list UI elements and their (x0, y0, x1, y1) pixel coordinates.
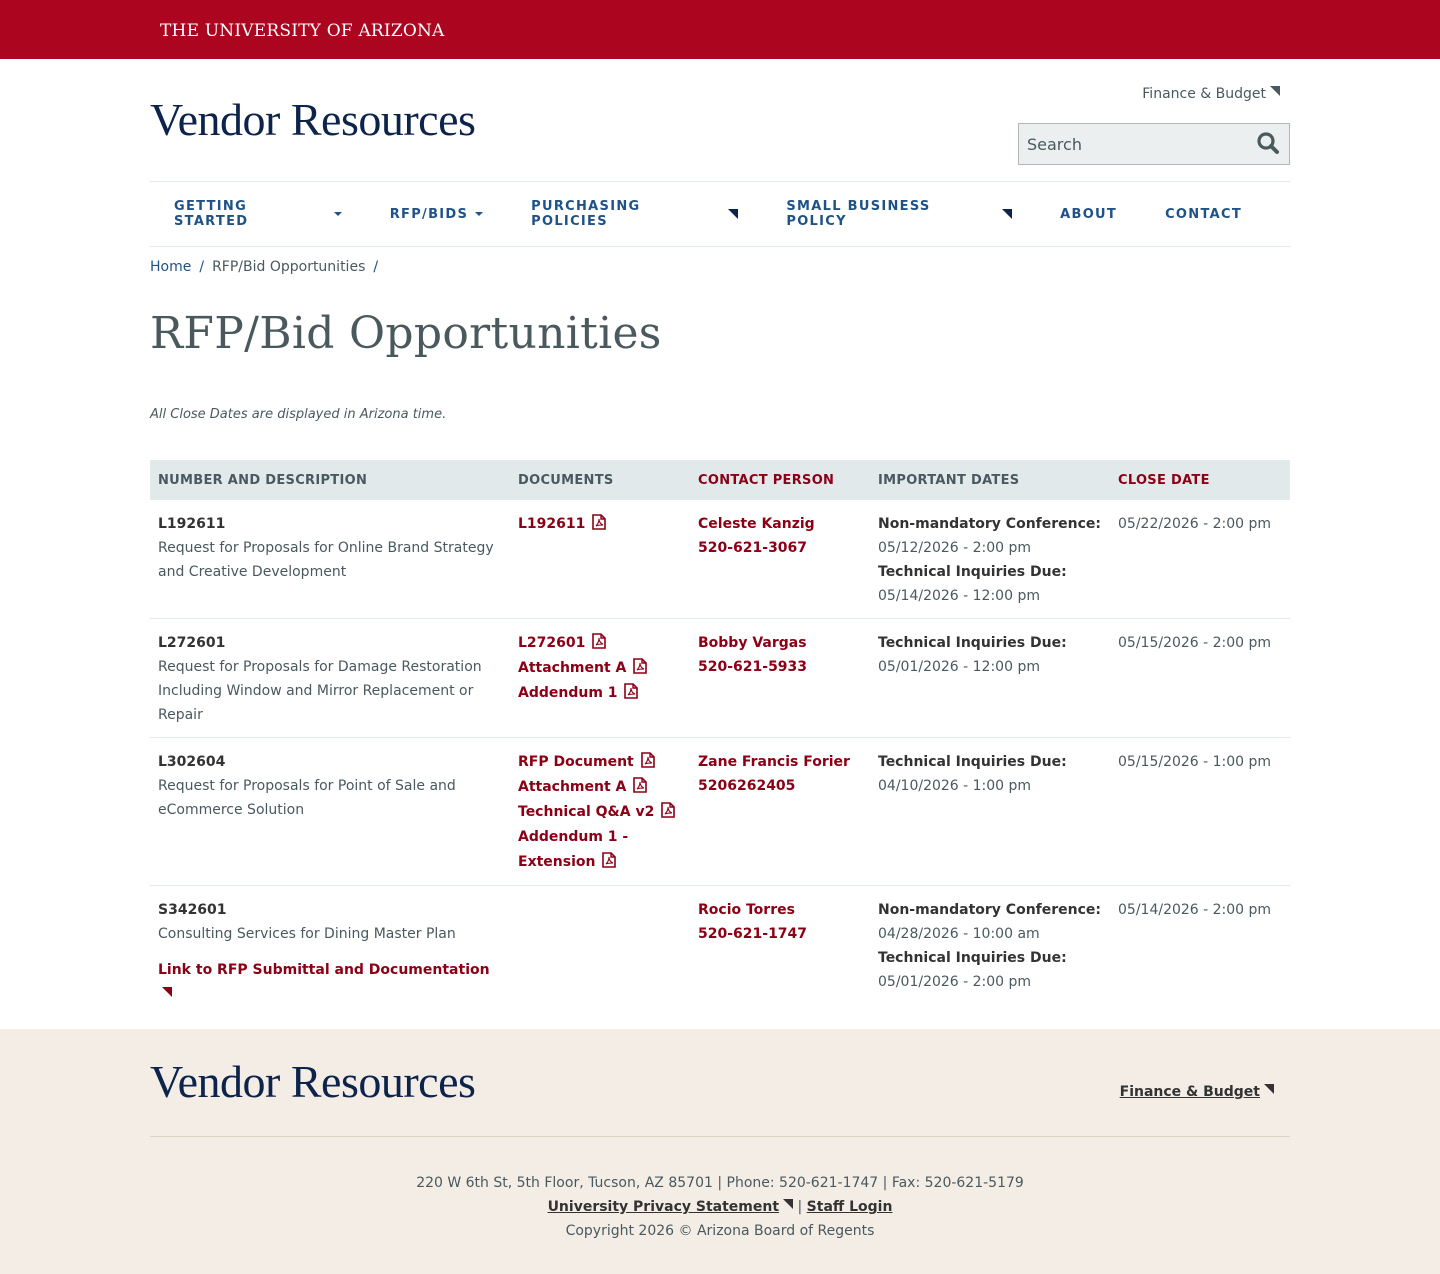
contact-name[interactable]: Zane Francis Forier (698, 754, 850, 770)
footer-info (150, 1171, 1290, 1243)
nav-rfp-bids[interactable] (390, 207, 483, 222)
document-label: L272601 (518, 635, 586, 651)
page-title: RFP/Bid Opportunities (150, 308, 662, 359)
external-link-icon (162, 987, 172, 997)
rfp-submittal-link[interactable] (158, 958, 502, 1006)
date-value: 04/10/2026 - 1:00 pm (878, 778, 1032, 794)
external-link-icon (1002, 209, 1012, 219)
timezone-note: All Close Dates are displayed in Arizona time. (150, 407, 447, 422)
document-link[interactable] (518, 681, 682, 706)
rfp-table (150, 460, 1290, 1016)
finance-budget-link[interactable] (1142, 86, 1280, 102)
site-title[interactable]: Vendor Resources (150, 94, 476, 145)
pdf-icon (624, 683, 638, 699)
nav-contact[interactable] (1165, 207, 1242, 222)
date-value: 05/01/2026 - 12:00 pm (878, 659, 1040, 675)
caret-down-icon (475, 212, 483, 216)
nav-label: GETTING STARTED (174, 199, 249, 229)
nav-getting-started[interactable] (174, 199, 342, 229)
table-row (150, 619, 1290, 738)
document-link[interactable] (518, 631, 682, 656)
contact-name[interactable]: Bobby Vargas (698, 635, 807, 651)
pdf-icon (641, 752, 655, 768)
site-header (150, 59, 1290, 181)
document-label: L192611 (518, 516, 586, 532)
nav-about[interactable] (1060, 207, 1117, 222)
rfp-description: Request for Proposals for Point of Sale and eCommerce Solution (158, 778, 456, 818)
pdf-icon (661, 802, 675, 818)
footer-address: 220 W 6th St, 5th Floor, Tucson, AZ 85701 | Phone: 520-621-1747 | Fax: 520-621-5179 (416, 1175, 1024, 1191)
date-label: Technical Inquiries Due: (878, 950, 1067, 966)
table-row (150, 886, 1290, 1017)
document-label: RFP Document (518, 754, 634, 770)
close-date: 05/15/2026 - 1:00 pm (1118, 754, 1272, 770)
date-label: Non-mandatory Conference: (878, 902, 1102, 918)
date-label: Non-mandatory Conference: (878, 516, 1102, 532)
caret-down-icon (334, 212, 342, 216)
header-close-date[interactable]: CLOSE DATE (1118, 472, 1210, 488)
document-label: Technical Q&A v2 (518, 804, 655, 820)
table-row (150, 738, 1290, 886)
nav-label: PURCHASING POLICIES (531, 199, 641, 229)
rfp-number: S342601 (158, 902, 227, 918)
date-label: Technical Inquiries Due: (878, 635, 1067, 651)
pdf-icon (633, 658, 647, 674)
footer-site-title[interactable]: Vendor Resources (150, 1056, 476, 1107)
header-documents: DOCUMENTS (518, 472, 614, 488)
contact-phone[interactable]: 5206262405 (698, 778, 796, 794)
search-icon (1256, 131, 1280, 155)
privacy-statement-label: University Privacy Statement (547, 1199, 780, 1215)
footer-copyright: Copyright 2026 © Arizona Board of Regents (565, 1223, 875, 1239)
date-value: 04/28/2026 - 10:00 am (878, 926, 1040, 942)
nav-label: ABOUT (1060, 206, 1118, 222)
header-number-description: NUMBER AND DESCRIPTION (158, 472, 368, 488)
document-label: Addendum 1 (518, 685, 618, 701)
date-label: Technical Inquiries Due: (878, 564, 1067, 580)
rfp-number: L272601 (158, 635, 226, 651)
close-date: 05/22/2026 - 2:00 pm (1118, 516, 1272, 532)
date-value: 05/12/2026 - 2:00 pm (878, 540, 1032, 556)
nav-purchasing-policies[interactable] (531, 199, 738, 229)
document-link[interactable] (518, 800, 682, 825)
rfp-description: Consulting Services for Dining Master Plan (158, 926, 456, 942)
breadcrumb-current: RFP/Bid Opportunities (212, 259, 366, 275)
search-button[interactable] (1247, 124, 1289, 164)
pdf-icon (592, 633, 606, 649)
breadcrumb-separator: / (373, 259, 379, 275)
rfp-number: L302604 (158, 754, 226, 770)
rfp-submittal-label: Link to RFP Submittal and Documentation (158, 962, 490, 978)
table-header-row (150, 460, 1290, 500)
footer-divider (150, 1136, 1290, 1137)
date-value: 05/14/2026 - 12:00 pm (878, 588, 1040, 604)
staff-login-link[interactable]: Staff Login (806, 1199, 893, 1215)
footer-finance-budget-link[interactable] (1120, 1084, 1274, 1100)
site-footer (0, 1029, 1440, 1274)
breadcrumb (150, 259, 1290, 275)
nav-label: RFP/BIDS (389, 206, 469, 222)
rfp-description: Request for Proposals for Damage Restoration Including Window and Mirror Replacement or Repair (158, 659, 482, 723)
pdf-icon (602, 852, 616, 868)
pdf-icon (592, 514, 606, 530)
document-label: Attachment A (518, 779, 627, 795)
top-brand-bar (0, 0, 1440, 59)
header-important-dates: IMPORTANT DATES (878, 472, 1020, 488)
external-link-icon (1264, 1084, 1274, 1094)
contact-name[interactable]: Celeste Kanzig (698, 516, 815, 532)
date-value: 05/01/2026 - 2:00 pm (878, 974, 1032, 990)
contact-phone[interactable]: 520-621-5933 (698, 659, 808, 675)
document-link[interactable] (518, 512, 682, 537)
pdf-icon (633, 777, 647, 793)
rfp-description: Request for Proposals for Online Brand Strategy and Creative Development (158, 540, 494, 580)
close-date: 05/14/2026 - 2:00 pm (1118, 902, 1272, 918)
footer-finance-budget-label: Finance & Budget (1119, 1084, 1260, 1100)
date-label: Technical Inquiries Due: (878, 754, 1067, 770)
breadcrumb-separator: / (199, 259, 205, 275)
document-link[interactable] (518, 775, 682, 800)
nav-label: SMALL BUSINESS POLICY (786, 199, 931, 229)
footer-separator: | (797, 1199, 803, 1215)
breadcrumb-home[interactable]: Home (150, 259, 192, 275)
privacy-statement-link[interactable] (548, 1199, 779, 1215)
nav-small-business-policy[interactable] (786, 199, 1012, 229)
document-label: Attachment A (518, 660, 627, 676)
contact-phone[interactable]: 520-621-1747 (698, 926, 808, 942)
document-label: Addendum 1 - Extension (518, 829, 629, 870)
close-date: 05/15/2026 - 2:00 pm (1118, 635, 1272, 651)
external-link-icon (783, 1199, 793, 1209)
document-link[interactable] (518, 750, 682, 775)
contact-name[interactable]: Rocio Torres (698, 902, 795, 918)
search-input[interactable] (1019, 124, 1249, 164)
external-link-icon (1270, 86, 1280, 96)
external-link-icon (728, 209, 738, 219)
document-link[interactable] (518, 825, 682, 875)
university-wordmark[interactable]: THE UNIVERSITY OF ARIZONA (160, 21, 445, 41)
document-link[interactable] (518, 656, 682, 681)
nav-label: CONTACT (1165, 206, 1242, 222)
table-row (150, 500, 1290, 619)
finance-budget-label: Finance & Budget (1142, 86, 1266, 102)
main-nav (150, 181, 1290, 247)
search-box (1018, 123, 1290, 165)
rfp-number: L192611 (158, 516, 226, 532)
header-contact-person[interactable]: CONTACT PERSON (698, 472, 835, 488)
contact-phone[interactable]: 520-621-3067 (698, 540, 808, 556)
